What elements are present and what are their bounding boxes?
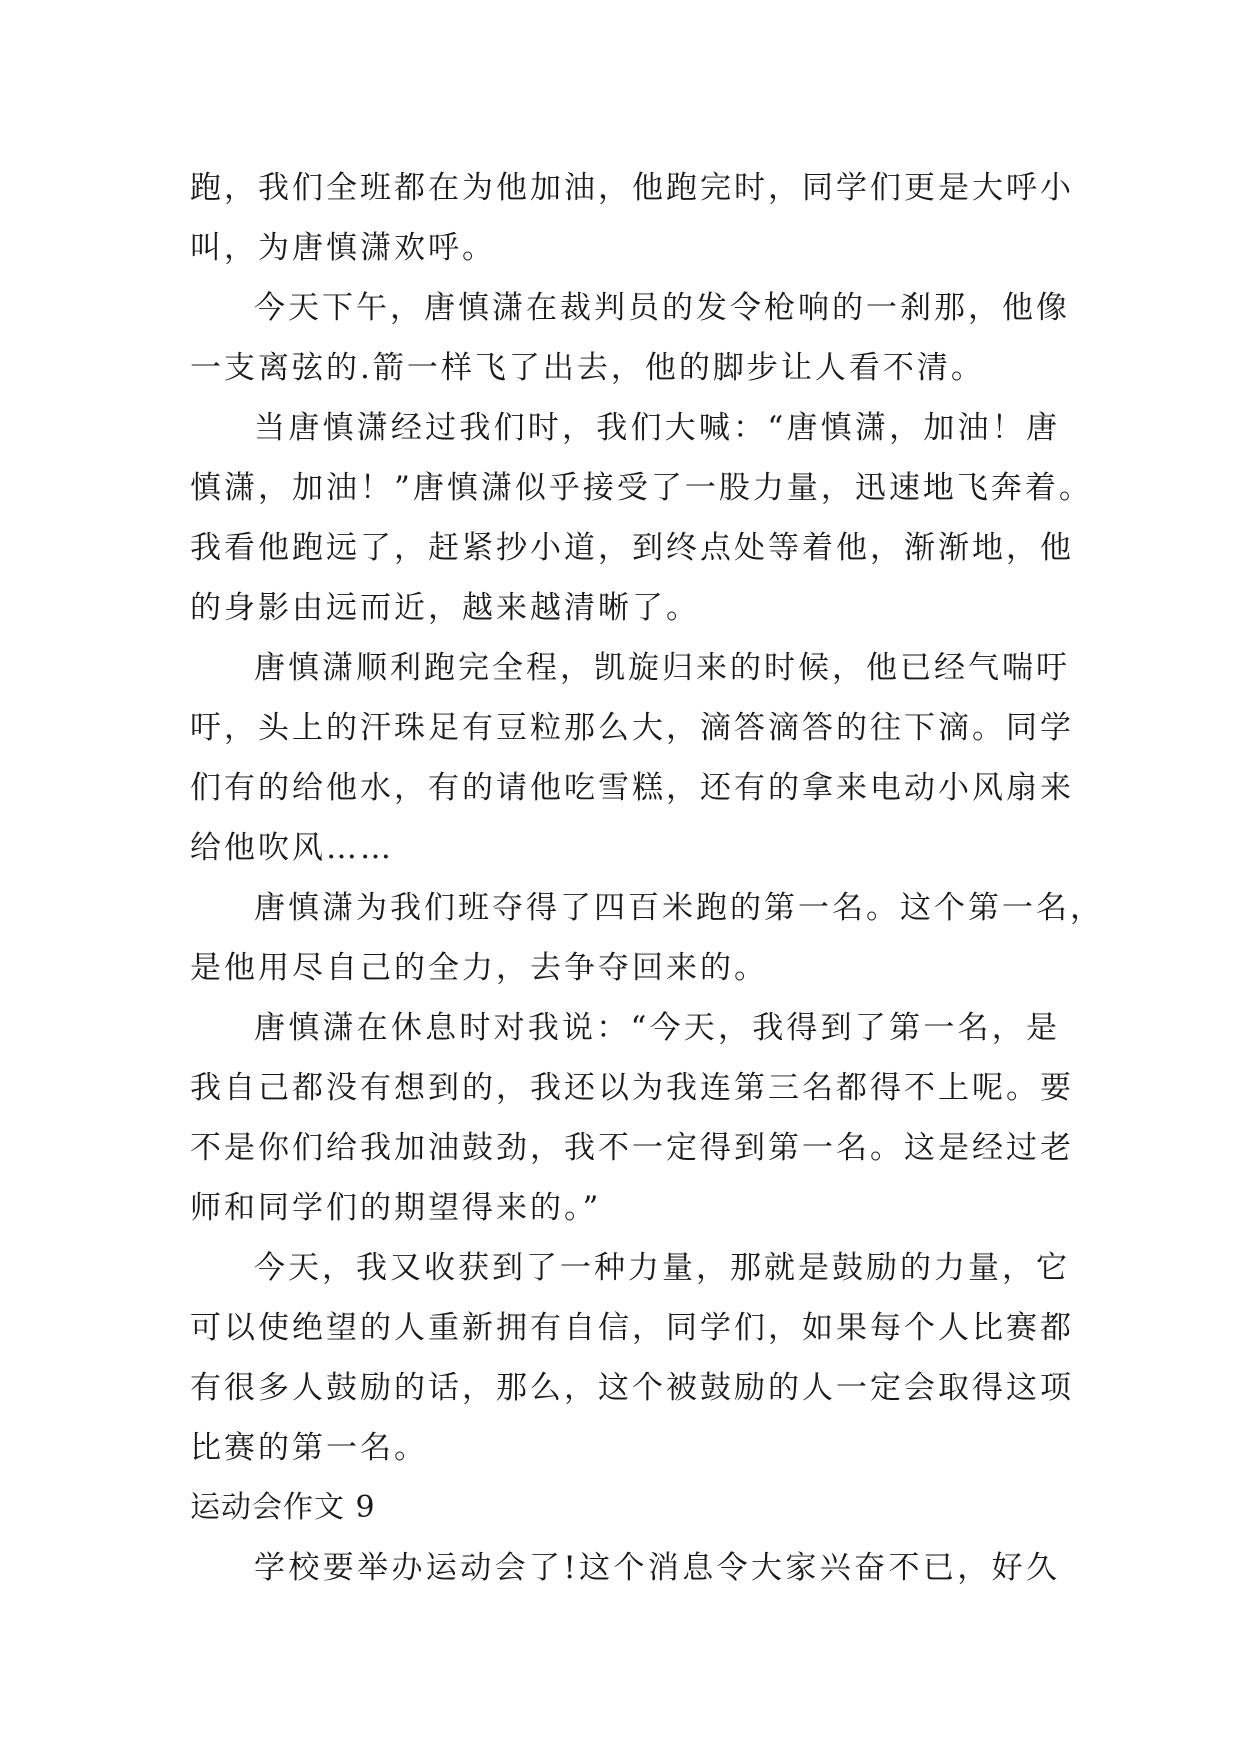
text-line: 吁，头上的汗珠足有豆粒那么大，滴答滴答的往下滴。同学: [190, 710, 1074, 746]
document-body: [190, 158, 1104, 1598]
text-line: 唐慎潇在休息时对我说：“今天，我得到了第一名，是: [254, 1010, 1060, 1046]
text-line: 唐慎潇为我们班夺得了四百米跑的第一名。这个第一名，: [254, 890, 1104, 926]
text-line: 的身影由远而近，越来越清晰了。: [190, 590, 700, 626]
section-heading: 运动会作文 9: [190, 1490, 376, 1525]
text-line: 可以使绝望的人重新拥有自信，同学们，如果每个人比赛都: [190, 1310, 1074, 1346]
text-line: 师和同学们的期望得来的。”: [190, 1190, 602, 1226]
paragraph: [190, 1238, 1074, 1478]
text-line: 学校要举办运动会了!这个消息令大家兴奋不已，好久: [254, 1550, 1060, 1586]
text-line: 叫，为唐慎潇欢呼。: [190, 230, 496, 266]
text-line: 有很多人鼓励的话，那么，这个被鼓励的人一定会取得这项: [190, 1370, 1074, 1406]
paragraph: [190, 278, 1070, 398]
paragraph: [190, 878, 1104, 998]
text-line: 给他吹风……: [190, 830, 394, 866]
text-line: 慎潇，加油！”唐慎潇似乎接受了一股力量，迅速地飞奔着。: [190, 470, 1093, 506]
paragraph: [190, 1538, 1060, 1598]
text-line: 一支离弦的.箭一样飞了出去，他的脚步让人看不清。: [190, 350, 985, 386]
paragraph: [190, 638, 1074, 878]
text-line: 跑，我们全班都在为他加油，他跑完时，同学们更是大呼小: [190, 170, 1074, 206]
text-line: 我自己都没有想到的，我还以为我连第三名都得不上呢。要: [190, 1070, 1074, 1106]
text-line: 今天下午，唐慎潇在裁判员的发令枪响的一刹那，他像: [254, 290, 1070, 326]
text-line: 们有的给他水，有的请他吃雪糕，还有的拿来电动小风扇来: [190, 770, 1074, 806]
text-line: 当唐慎潇经过我们时，我们大喊：“唐慎潇，加油！唐: [254, 410, 1060, 446]
text-line: 比赛的第一名。: [190, 1430, 428, 1466]
paragraph: [190, 398, 1093, 638]
paragraph: [190, 998, 1074, 1238]
text-line: 唐慎潇顺利跑完全程，凯旋归来的时候，他已经气喘吁: [254, 650, 1070, 686]
text-line: 今天，我又收获到了一种力量，那就是鼓励的力量，它: [254, 1250, 1070, 1286]
text-line: 我看他跑远了，赶紧抄小道，到终点处等着他，渐渐地，他: [190, 530, 1074, 566]
paragraph: [190, 158, 1074, 278]
text-line: 不是你们给我加油鼓劲，我不一定得到第一名。这是经过老: [190, 1130, 1074, 1166]
text-line: 是他用尽自己的全力，去争夺回来的。: [190, 950, 768, 986]
